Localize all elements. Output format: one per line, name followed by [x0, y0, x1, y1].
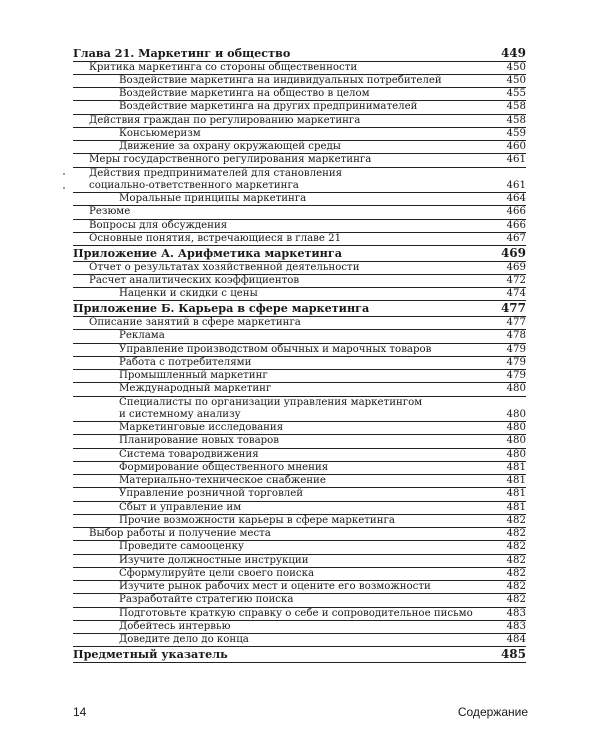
toc-entry — [73, 101, 526, 114]
toc-entry-title: Действия предпринимателей для становления — [89, 167, 343, 179]
toc-entry — [73, 357, 526, 370]
toc-entry-title: Приложение Б. Карьера в сфере маркетинга — [73, 301, 370, 316]
toc-entry-page: 464 — [506, 193, 526, 205]
toc-entry-page: 461 — [506, 154, 526, 166]
toc-entry-title: Подготовьте краткую справку о себе и сопроводительное письмо — [119, 607, 473, 619]
page-number: 14 — [73, 705, 87, 719]
toc-entry-title: Управление производством обычных и марочных товаров — [119, 343, 432, 355]
toc-entry-title: Действия граждан по регулированию маркетинга — [89, 114, 361, 126]
toc-entry — [73, 262, 526, 275]
toc-entry-page: 477 — [506, 317, 526, 329]
toc-entry-page: 458 — [506, 101, 526, 113]
toc-entry-title: Резюме — [89, 206, 131, 218]
toc-entry-page: 466 — [506, 206, 526, 218]
toc-entry-page: 484 — [506, 634, 526, 646]
toc-entry-title: Основные понятия, встречающиеся в главе 21 — [89, 232, 342, 244]
toc-entry-title: Маркетинговые исследования — [119, 422, 284, 434]
toc-entry-title: Моральные принципы маркетинга — [119, 193, 307, 205]
toc-entry — [73, 206, 526, 219]
toc-entry-title: Описание занятий в сфере маркетинга — [89, 317, 301, 329]
toc-entry — [73, 383, 526, 396]
toc-entry — [73, 275, 526, 288]
toc-entry — [73, 488, 526, 501]
toc-entry-page: 477 — [500, 301, 526, 316]
toc-entry — [73, 154, 526, 167]
toc-entry — [73, 397, 526, 409]
toc-entry-title: Промышленный маркетинг — [119, 370, 268, 382]
toc-entry-page: 461 — [506, 179, 526, 191]
toc-entry — [73, 330, 526, 343]
toc-entry-page: 460 — [506, 141, 526, 153]
toc-entry-title: Реклама — [119, 330, 165, 342]
toc-entry-page: 482 — [506, 514, 526, 526]
scan-speck — [63, 187, 65, 189]
toc-entry-title: и системному анализу — [119, 408, 241, 420]
toc-entry-title: Добейтесь интервью — [119, 620, 231, 632]
toc-entry-title: Система товародвижения — [119, 448, 259, 460]
toc-entry-page: 449 — [500, 46, 526, 60]
toc-entry-title: Движение за охрану окружающей среды — [119, 141, 341, 153]
toc-entry-title: Планирование новых товаров — [119, 435, 280, 447]
toc-entry — [73, 462, 526, 475]
toc-entry-title: Предметный указатель — [73, 647, 228, 662]
toc-entry-title: Вопросы для обсуждения — [89, 219, 228, 231]
toc-entry-page: 480 — [506, 448, 526, 460]
toc-entry-page: 481 — [506, 475, 526, 487]
toc-entry — [73, 115, 526, 128]
toc-entry — [73, 128, 526, 141]
toc-entry-page: 479 — [506, 370, 526, 382]
table-of-contents — [73, 46, 526, 663]
toc-entry-title: Международный маркетинг — [119, 383, 272, 395]
toc-entry-page: 480 — [506, 408, 526, 420]
toc-entry-title: Воздействие маркетинга на других предпринимателей — [119, 101, 418, 113]
toc-entry — [73, 647, 526, 663]
toc-entry — [73, 344, 526, 357]
toc-entry-title: социально-ответственного маркетинга — [89, 179, 299, 191]
toc-entry — [73, 621, 526, 634]
toc-entry-title: Глава 21. Маркетинг и общество — [73, 46, 291, 60]
toc-entry — [73, 62, 526, 75]
toc-entry-page: 482 — [506, 594, 526, 606]
toc-entry-title: Выбор работы и получение места — [89, 528, 271, 540]
toc-entry — [73, 568, 526, 581]
toc-entry — [73, 634, 526, 647]
toc-entry — [73, 409, 526, 422]
toc-entry-page: 466 — [506, 219, 526, 231]
toc-entry-page: 467 — [506, 232, 526, 244]
toc-entry-page: 482 — [506, 581, 526, 593]
toc-entry-title: Меры государственного регулирования маркетинга — [89, 154, 372, 166]
toc-entry — [73, 449, 526, 462]
toc-entry — [73, 246, 526, 262]
toc-entry-page: 455 — [506, 88, 526, 100]
toc-entry — [73, 581, 526, 594]
toc-entry — [73, 435, 526, 448]
toc-entry-page: 482 — [506, 554, 526, 566]
toc-entry-page: 479 — [506, 343, 526, 355]
toc-entry — [73, 515, 526, 528]
toc-entry-title: Прочие возможности карьеры в сфере маркетинга — [119, 514, 395, 526]
toc-entry-title: Приложение А. Арифметика маркетинга — [73, 246, 342, 261]
toc-entry — [73, 608, 526, 621]
toc-entry-page: 474 — [506, 288, 526, 300]
toc-entry-title: Формирование общественного мнения — [119, 461, 329, 473]
toc-entry-title: Критика маркетинга со стороны общественности — [89, 61, 358, 73]
toc-entry-title: Сформулируйте цели своего поиска — [119, 567, 315, 579]
toc-entry-title: Отчет о результатах хозяйственной деятельности — [89, 261, 360, 273]
toc-entry-page: 480 — [506, 435, 526, 447]
toc-entry-title: Наценки и скидки с цены — [119, 288, 258, 300]
toc-entry — [73, 88, 526, 101]
toc-entry — [73, 180, 526, 193]
toc-entry — [73, 528, 526, 541]
scan-speck — [63, 173, 65, 175]
toc-entry-page: 481 — [506, 501, 526, 513]
toc-entry — [73, 193, 526, 206]
toc-entry-page: 482 — [506, 541, 526, 553]
toc-entry-title: Расчет аналитических коэффициентов — [89, 274, 300, 286]
toc-entry-page: 482 — [506, 567, 526, 579]
toc-entry-page: 450 — [506, 61, 526, 73]
toc-entry-title: Консьюмеризм — [119, 127, 201, 139]
toc-entry-page: 478 — [506, 330, 526, 342]
toc-entry-title: Материально-техническое снабжение — [119, 475, 326, 487]
toc-entry-title: Разработайте стратегию поиска — [119, 594, 294, 606]
toc-entry — [73, 422, 526, 435]
toc-entry-page: 459 — [506, 127, 526, 139]
toc-entry — [73, 288, 526, 301]
toc-entry-page: 483 — [506, 620, 526, 632]
toc-entry-title: Сбыт и управление им — [119, 501, 242, 513]
toc-entry — [73, 141, 526, 154]
toc-entry — [73, 594, 526, 607]
toc-entry — [73, 233, 526, 246]
toc-entry-page: 450 — [506, 74, 526, 86]
toc-entry-title: Доведите дело до конца — [119, 634, 249, 646]
toc-entry-title: Воздействие маркетинга на индивидуальных потребителей — [119, 74, 442, 86]
toc-entry-page: 469 — [506, 261, 526, 273]
toc-entry-title: Работа с потребителями — [119, 356, 252, 368]
toc-entry-page: 480 — [506, 383, 526, 395]
toc-entry-page: 458 — [506, 114, 526, 126]
toc-entry — [73, 475, 526, 488]
toc-entry — [73, 555, 526, 568]
toc-entry-page: 479 — [506, 356, 526, 368]
toc-entry — [73, 370, 526, 383]
toc-entry — [73, 168, 526, 180]
toc-entry-page: 485 — [500, 647, 526, 662]
toc-entry-page: 481 — [506, 461, 526, 473]
running-footer-section: Содержание — [457, 705, 528, 719]
toc-entry-title: Изучите должностные инструкции — [119, 554, 309, 566]
toc-entry — [73, 502, 526, 515]
toc-entry — [73, 317, 526, 330]
toc-entry-page: 472 — [506, 274, 526, 286]
toc-entry-title: Воздействие маркетинга на общество в целом — [119, 88, 370, 100]
toc-entry — [73, 301, 526, 317]
toc-entry-title: Проведите самооценку — [119, 541, 244, 553]
toc-entry-page: 482 — [506, 528, 526, 540]
toc-entry — [73, 46, 526, 62]
toc-entry — [73, 220, 526, 233]
toc-entry — [73, 541, 526, 554]
toc-entry — [73, 75, 526, 88]
toc-entry-page: 481 — [506, 488, 526, 500]
toc-entry-title: Управление розничной торговлей — [119, 488, 304, 500]
toc-entry-title: Специалисты по организации управления маркетингом — [119, 396, 423, 408]
toc-entry-title: Изучите рынок рабочих мест и оцените его возможности — [119, 581, 431, 593]
toc-entry-page: 469 — [500, 246, 526, 261]
toc-entry-page: 480 — [506, 422, 526, 434]
toc-entry-page: 483 — [506, 607, 526, 619]
